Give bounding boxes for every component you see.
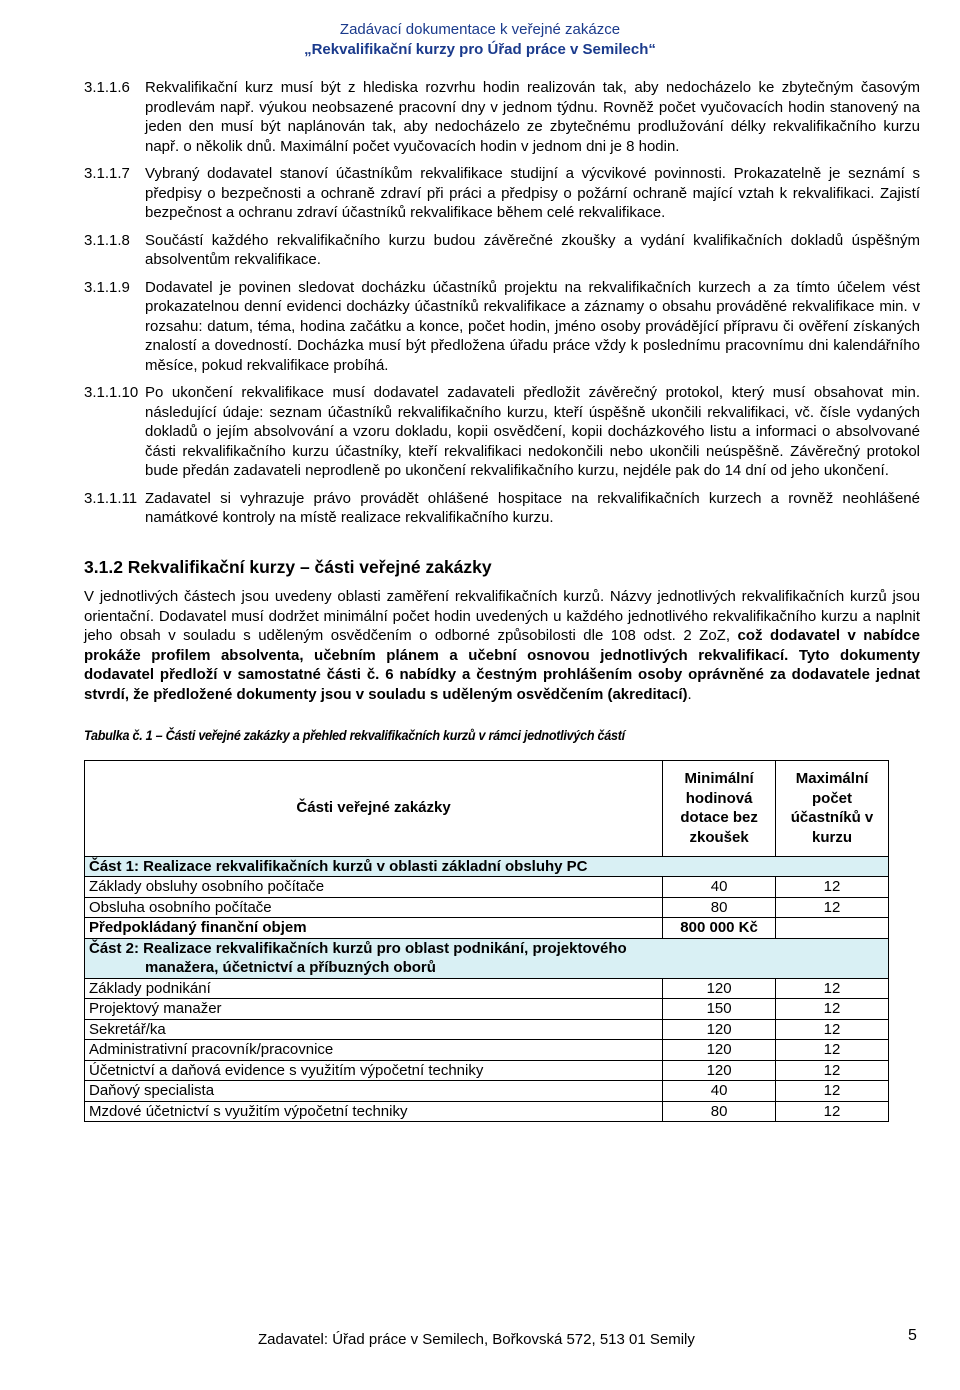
course-participants: 12 bbox=[776, 897, 889, 918]
section-paragraph bbox=[84, 587, 920, 704]
part-2-title-line-2: manažera, účetnictví a příbuzných oborů bbox=[145, 959, 436, 976]
paragraph-normal-text: V jednotlivých částech jsou uvedeny oblasti zaměření rekvalifikačních kurzů. Názvy jednotlivých rekvalifikačních kurzů jsou orientační. Dodavatel musí dodržet minimální počet hodin uvedených u každého jednotlivého rekvalifikačního kurzu a naplnit jeho obsah v souladu s uděleným osvědčením o odborné způsobilosti dle 108 odst. 2 ZoZ, bbox=[84, 588, 920, 644]
course-hours: 120 bbox=[663, 978, 776, 999]
clause-text: Součástí každého rekvalifikačního kurzu budou závěrečné zkoušky a vydání kvalifikačních dokladů úspěšným absolventům rekvalifikace. bbox=[145, 231, 920, 268]
budget-value: 800 000 Kč bbox=[663, 918, 776, 939]
page-number: 5 bbox=[908, 1327, 917, 1344]
course-participants: 12 bbox=[776, 877, 889, 898]
paragraph-bold-text: což dodavatel v nabídce prokáže profilem absolventa, učebním plánem a učební osnovou jednotlivých rekvalifikací. Tyto dokumenty dodavatel předloží v samostatné části č. 6 nabídky a čestným prohlášením osoby oprávněné za dodavatele jednat stvrdí, že předložené dokumenty jsou v souladu s uděleným osvědčením (akreditací) bbox=[84, 627, 920, 703]
course-hours: 150 bbox=[663, 999, 776, 1020]
budget-label: Předpokládaný finanční objem bbox=[85, 918, 663, 939]
clause-text: Rekvalifikační kurz musí být z hlediska rozvrhu hodin realizován tak, aby nedocházelo ke zbytečným časovým prodlevám např. výukou neobsazené pracovní dny v jednom týdnu. Rovněž počet vyučovacích hodin stanovený na jeden den musí být naplánován tak, aby nedocházelo ze zbytečnému prodlužování délky rekvalifikačního kurzu např. o několik dnů. Maximální počet vyučovacích hodin v jednom dni je 8 hodin. bbox=[145, 79, 920, 155]
table-row bbox=[85, 897, 889, 918]
course-hours: 80 bbox=[663, 1101, 776, 1122]
course-hours: 40 bbox=[663, 877, 776, 898]
course-participants: 12 bbox=[776, 1019, 889, 1040]
header-parts: Části veřejné zakázky bbox=[85, 760, 663, 856]
clause-number: 3.1.1.8 bbox=[84, 231, 130, 249]
course-participants: 12 bbox=[776, 1101, 889, 1122]
course-participants: 12 bbox=[776, 1081, 889, 1102]
course-hours: 120 bbox=[663, 1040, 776, 1061]
clause-number: 3.1.1.10 bbox=[84, 384, 139, 401]
clause-3-1-1-8 bbox=[84, 231, 920, 270]
budget-row bbox=[85, 918, 889, 939]
clause-number: 3.1.1.9 bbox=[84, 278, 130, 296]
document-header bbox=[0, 20, 960, 60]
course-name: Daňový specialista bbox=[85, 1081, 663, 1102]
part-2-title-line-1: Část 2: Realizace rekvalifikačních kurzů pro oblast podnikání, projektového bbox=[89, 939, 627, 957]
table-row bbox=[85, 877, 889, 898]
clause-3-1-1-10 bbox=[84, 383, 920, 481]
course-name: Základy obsluhy osobního počítače bbox=[85, 877, 663, 898]
courses-table bbox=[84, 760, 889, 1123]
clause-number: 3.1.1.7 bbox=[84, 165, 130, 182]
table-row bbox=[85, 1101, 889, 1122]
header-max-participants: Maximální počet účastníků v kurzu bbox=[776, 760, 889, 856]
course-participants: 12 bbox=[776, 978, 889, 999]
table-row bbox=[85, 1060, 889, 1081]
clause-3-1-1-6 bbox=[84, 78, 920, 156]
clause-text: Vybraný dodavatel stanoví účastníkům rekvalifikace studijní a výcvikové povinnosti. Prokazatelně je seznámí s předpisy o bezpečnosti a ochraně zdraví při práci a předpisy o požární ochraně mající vztah k rekvalifikaci. Zajistí bezpečnost a ochranu zdraví účastníků rekvalifikace během celé rekvalifikace. bbox=[145, 165, 920, 221]
clause-3-1-1-7 bbox=[84, 164, 920, 223]
course-participants: 12 bbox=[776, 999, 889, 1020]
course-name: Účetnictví a daňová evidence s využitím výpočetní techniky bbox=[85, 1060, 663, 1081]
table-row bbox=[85, 1081, 889, 1102]
header-min-hours: Minimální hodinová dotace bez zkoušek bbox=[663, 760, 776, 856]
section-heading: 3.1.2 Rekvalifikační kurzy – části veřejné zakázky bbox=[84, 556, 492, 577]
table-row bbox=[85, 999, 889, 1020]
budget-empty bbox=[776, 918, 889, 939]
course-hours: 40 bbox=[663, 1081, 776, 1102]
course-name: Mzdové účetnictví s využitím výpočetní techniky bbox=[85, 1101, 663, 1122]
document-body bbox=[84, 78, 920, 1122]
clause-3-1-1-11 bbox=[84, 489, 920, 528]
clause-text: Zadavatel si vyhrazuje právo provádět ohlášené hospitace na rekvalifikačních kurzech a rovněž neohlášené namátkové kontroly na místě realizace rekvalifikačního kurzu. bbox=[145, 489, 920, 526]
table-row bbox=[85, 978, 889, 999]
clause-text: Po ukončení rekvalifikace musí dodavatel zadavateli předložit závěrečný protokol, který musí obsahovat min. následující údaje: seznam účastníků rekvalifikačního kurzu, kteří úspěšně ukončili rekvalifikaci, vč. čísle vydaných dokladů o jejím absolvování a vzoru dokladu, kopii osvědčení, kopii docházkového listu a informaci o absolvované části rekvalifikačního kurzu účastníky, kteří rekvalifikaci nedokončili nebo ukončili neúspěšně. Závěrečný protokol bude předán zadavateli neprodleně po ukončení rekvalifikačního kurzu, nejdéle pak do 14 dní od jeho ukončení. bbox=[145, 384, 920, 479]
part-1-title: Část 1: Realizace rekvalifikačních kurzů v oblasti základní obsluhy PC bbox=[85, 856, 889, 877]
clause-number: 3.1.1.11 bbox=[84, 489, 138, 507]
clause-3-1-1-9 bbox=[84, 278, 920, 376]
part-1-row bbox=[85, 856, 889, 877]
course-hours: 120 bbox=[663, 1060, 776, 1081]
table-header-row bbox=[85, 760, 889, 856]
part-2-title bbox=[85, 938, 889, 978]
header-line-2: „Rekvalifikační kurzy pro Úřad práce v Semilech“ bbox=[304, 41, 656, 58]
course-name: Sekretář/ka bbox=[85, 1019, 663, 1040]
course-hours: 120 bbox=[663, 1019, 776, 1040]
paragraph-end: . bbox=[687, 685, 692, 703]
footer-text: Zadavatel: Úřad práce v Semilech, Bořkovská 572, 513 01 Semily bbox=[258, 1331, 695, 1348]
table-row bbox=[85, 1040, 889, 1061]
course-participants: 12 bbox=[776, 1060, 889, 1081]
table-row bbox=[85, 1019, 889, 1040]
course-name: Administrativní pracovník/pracovnice bbox=[85, 1040, 663, 1061]
course-participants: 12 bbox=[776, 1040, 889, 1061]
course-name: Projektový manažer bbox=[85, 999, 663, 1020]
clause-text: Dodavatel je povinen sledovat docházku účastníků projektu na rekvalifikačních kurzech a za tímto účelem vést prokazatelnou denní evidenci docházky účastníků rekvalifikace a záznamy o obsahu prováděné rekvalifikace min. v rozsahu: datum, téma, hodina začátku a konce, počet hodin, jméno osoby provádějící přípravu či ověření získaných znalostí a dovedností. Docházka musí být předložena úřadu práce vždy k poslednímu pracovnímu dni kalendářního měsíce, pokud rekvalifikace probíhá. bbox=[145, 278, 920, 374]
course-name: Základy podnikání bbox=[85, 978, 663, 999]
course-hours: 80 bbox=[663, 897, 776, 918]
clause-number: 3.1.1.6 bbox=[84, 79, 130, 96]
header-line-1: Zadávací dokumentace k veřejné zakázce bbox=[339, 21, 621, 38]
course-name: Obsluha osobního počítače bbox=[85, 897, 663, 918]
part-2-row bbox=[85, 938, 889, 978]
table-caption: Tabulka č. 1 – Části veřejné zakázky a přehled rekvalifikačních kurzů v rámci jednotlivých částí bbox=[84, 727, 625, 743]
